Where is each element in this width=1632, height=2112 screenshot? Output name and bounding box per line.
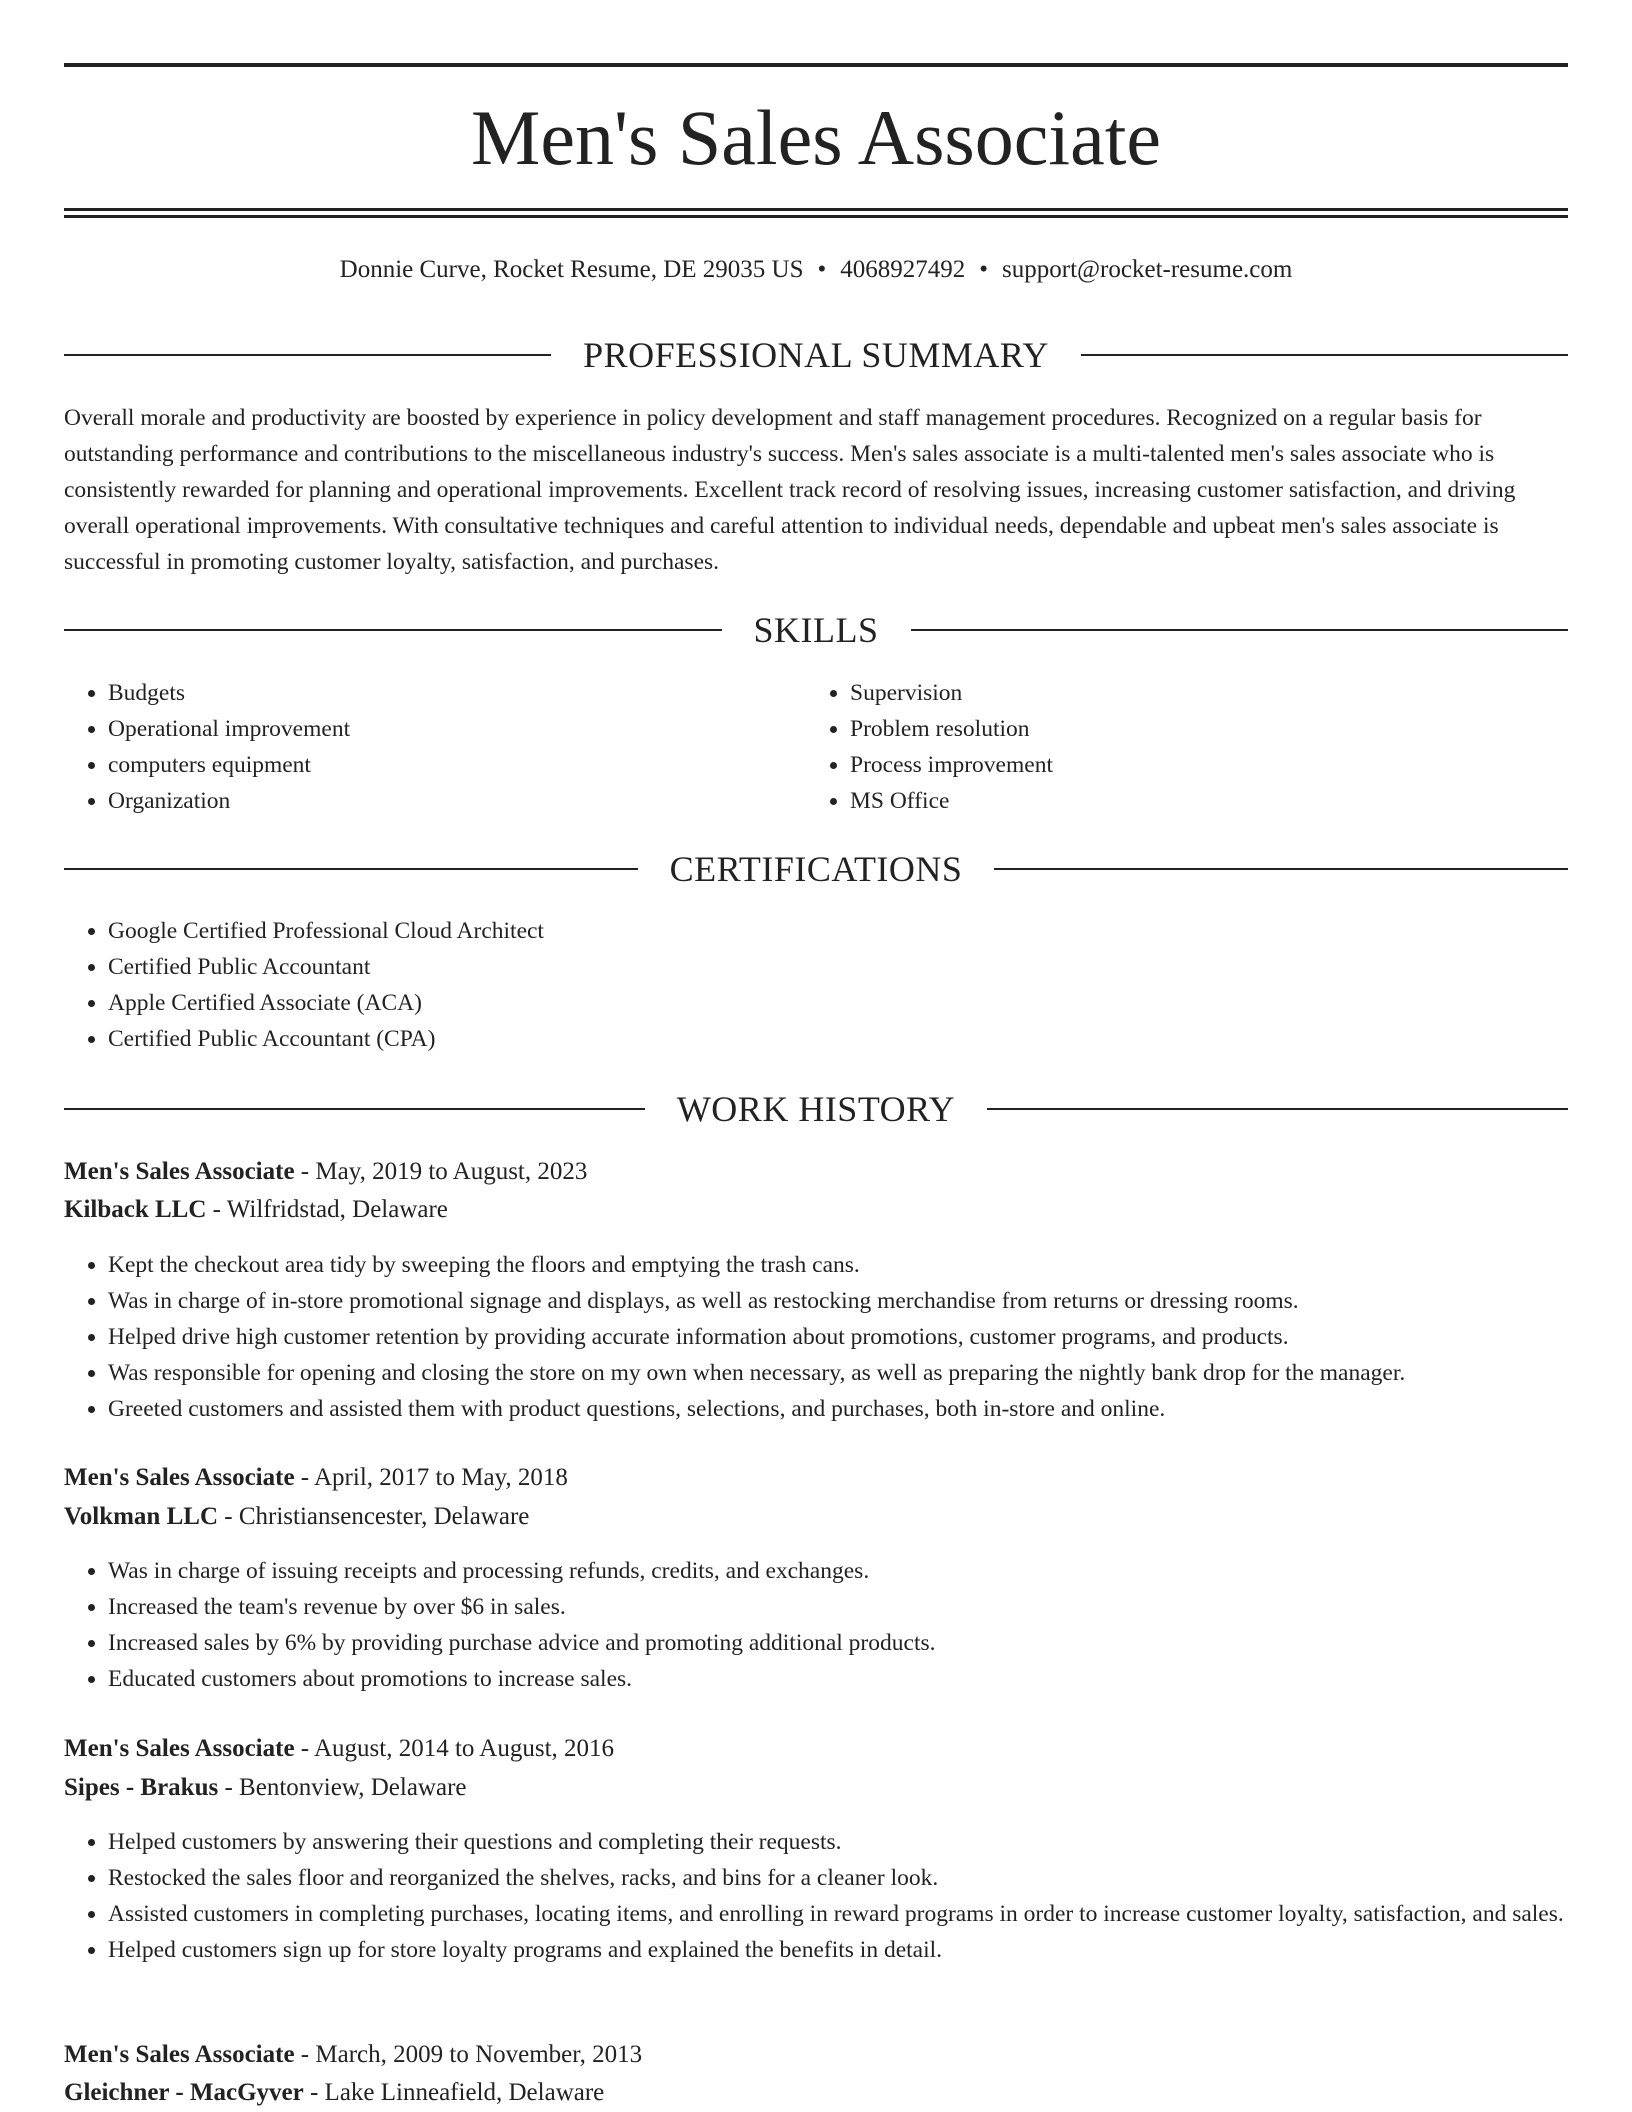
- skill-item: • Budgets: [108, 675, 808, 711]
- job-bullet: • Helped customers by answering their questions and completing their requests.: [108, 1824, 1608, 1860]
- job-bullet: • Assisted customers in completing purchases, locating items, and enrolling in reward programs in order to increase customer loyalty, satisfaction, and sales.: [108, 1896, 1608, 1932]
- job-location: - Wilfridstad, Delaware: [206, 1196, 448, 1223]
- job-bullet: • Educated customers about promotions to increase sales.: [108, 1661, 1608, 1697]
- certification-item: • Apple Certified Associate (ACA): [108, 985, 1548, 1021]
- section-title: PROFESSIONAL SUMMARY: [583, 335, 1049, 375]
- job-title: Men's Sales Associate: [64, 1464, 295, 1491]
- skills-list-left: [64, 675, 808, 819]
- heading-rule: [64, 354, 551, 356]
- job-title-line: [64, 1730, 614, 1768]
- skills-list-right: [806, 675, 1550, 819]
- job-bullet: • Greeted customers and assisted them with product questions, selections, and purchases, both in-store and online.: [108, 1391, 1608, 1427]
- job-company: Kilback LLC: [64, 1196, 207, 1223]
- skill-item: • Process improvement: [850, 747, 1550, 783]
- job-title: Men's Sales Associate: [64, 1158, 295, 1185]
- heading-rule: [64, 868, 638, 870]
- section-heading-summary: [64, 335, 1568, 375]
- job-title-line: [64, 2036, 642, 2074]
- section-title: CERTIFICATIONS: [669, 849, 963, 889]
- skill-item: • computers equipment: [108, 747, 808, 783]
- heading-rule: [64, 629, 722, 631]
- skill-item: • MS Office: [850, 783, 1550, 819]
- job-location: - Lake Linneafield, Delaware: [303, 2079, 605, 2106]
- section-heading-certifications: [64, 849, 1568, 889]
- job-location: - Christiansencester, Delaware: [218, 1503, 530, 1530]
- job-bullets: [64, 1824, 1608, 1968]
- section-title: WORK HISTORY: [676, 1089, 956, 1129]
- job-bullet: • Was in charge of issuing receipts and processing refunds, credits, and exchanges.: [108, 1553, 1608, 1589]
- job-bullet: • Helped customers sign up for store loyalty programs and explained the benefits in detail.: [108, 1932, 1608, 1968]
- title-double-rule: [64, 208, 1568, 218]
- heading-rule: [987, 1108, 1568, 1110]
- job-company-line: [64, 1769, 467, 1807]
- skill-item: • Supervision: [850, 675, 1550, 711]
- certification-item: • Certified Public Accountant (CPA): [108, 1021, 1548, 1057]
- section-title: SKILLS: [753, 610, 879, 650]
- heading-rule: [911, 629, 1569, 631]
- job-dates: - April, 2017 to May, 2018: [294, 1464, 568, 1491]
- job-company: Volkman LLC: [64, 1503, 218, 1530]
- job-company-line: [64, 2074, 604, 2112]
- heading-rule: [1081, 354, 1568, 356]
- heading-rule: [64, 1108, 645, 1110]
- job-bullets: [64, 1247, 1608, 1427]
- job-bullet: • Was in charge of in-store promotional signage and displays, as well as restocking merchandise from returns or dressing rooms.: [108, 1283, 1608, 1319]
- certification-item: • Google Certified Professional Cloud Architect: [108, 913, 1548, 949]
- heading-rule: [994, 868, 1568, 870]
- contact-address: Donnie Curve, Rocket Resume, DE 29035 US: [339, 256, 804, 283]
- contact-email: support@rocket-resume.com: [1002, 256, 1293, 283]
- job-title: Men's Sales Associate: [64, 1735, 295, 1762]
- contact-phone: 4068927492: [840, 256, 966, 283]
- contact-line: [64, 254, 1568, 286]
- section-heading-work-history: [64, 1089, 1568, 1129]
- job-title-line: [64, 1459, 568, 1497]
- skill-item: • Operational improvement: [108, 711, 808, 747]
- job-location: - Bentonview, Delaware: [218, 1774, 467, 1801]
- job-bullets: [64, 1553, 1608, 1697]
- contact-separator: •: [979, 256, 989, 283]
- job-company-line: [64, 1498, 529, 1536]
- job-bullet: • Restocked the sales floor and reorganized the shelves, racks, and bins for a cleaner look.: [108, 1860, 1608, 1896]
- job-dates: - August, 2014 to August, 2016: [294, 1735, 615, 1762]
- job-title: Men's Sales Associate: [64, 2041, 295, 2068]
- section-heading-skills: [64, 610, 1568, 650]
- contact-separator: •: [817, 256, 827, 283]
- resume-title: Men's Sales Associate: [471, 94, 1161, 181]
- job-title-line: [64, 1153, 587, 1191]
- certification-item: • Certified Public Accountant: [108, 949, 1548, 985]
- skill-item: • Organization: [108, 783, 808, 819]
- skill-item: • Problem resolution: [850, 711, 1550, 747]
- certifications-list: [64, 913, 1548, 1057]
- job-company-line: [64, 1191, 448, 1229]
- job-bullet: • Kept the checkout area tidy by sweeping the floors and emptying the trash cans.: [108, 1247, 1608, 1283]
- job-bullet: • Helped drive high customer retention by providing accurate information about promotions, customer programs, and products.: [108, 1319, 1608, 1355]
- job-dates: - March, 2009 to November, 2013: [294, 2041, 643, 2068]
- job-bullet: • Increased the team's revenue by over $6 in sales.: [108, 1589, 1608, 1625]
- top-rule: [64, 63, 1568, 67]
- job-company: Gleichner - MacGyver: [64, 2079, 304, 2106]
- job-company: Sipes - Brakus: [64, 1774, 219, 1801]
- job-bullet: • Increased sales by 6% by providing purchase advice and promoting additional products.: [108, 1625, 1608, 1661]
- summary-text: Overall morale and productivity are boosted by experience in policy development and staff management procedures. Recognized on a regular basis for outstanding performance and contributions to the miscellaneous industry's success. Men's sales associate is a multi-talented men's sales associate who is consistently rewarded for planning and operational improvements. Excellent track record of resolving issues, increasing customer satisfaction, and driving overall operational improvements. With consultative techniques and careful attention to individual needs, dependable and upbeat men's sales associate is successful in promoting customer loyalty, satisfaction, and purchases.: [64, 405, 1516, 575]
- job-dates: - May, 2019 to August, 2023: [294, 1158, 588, 1185]
- job-bullet: • Was responsible for opening and closing the store on my own when necessary, as well as preparing the nightly bank drop for the manager.: [108, 1355, 1608, 1391]
